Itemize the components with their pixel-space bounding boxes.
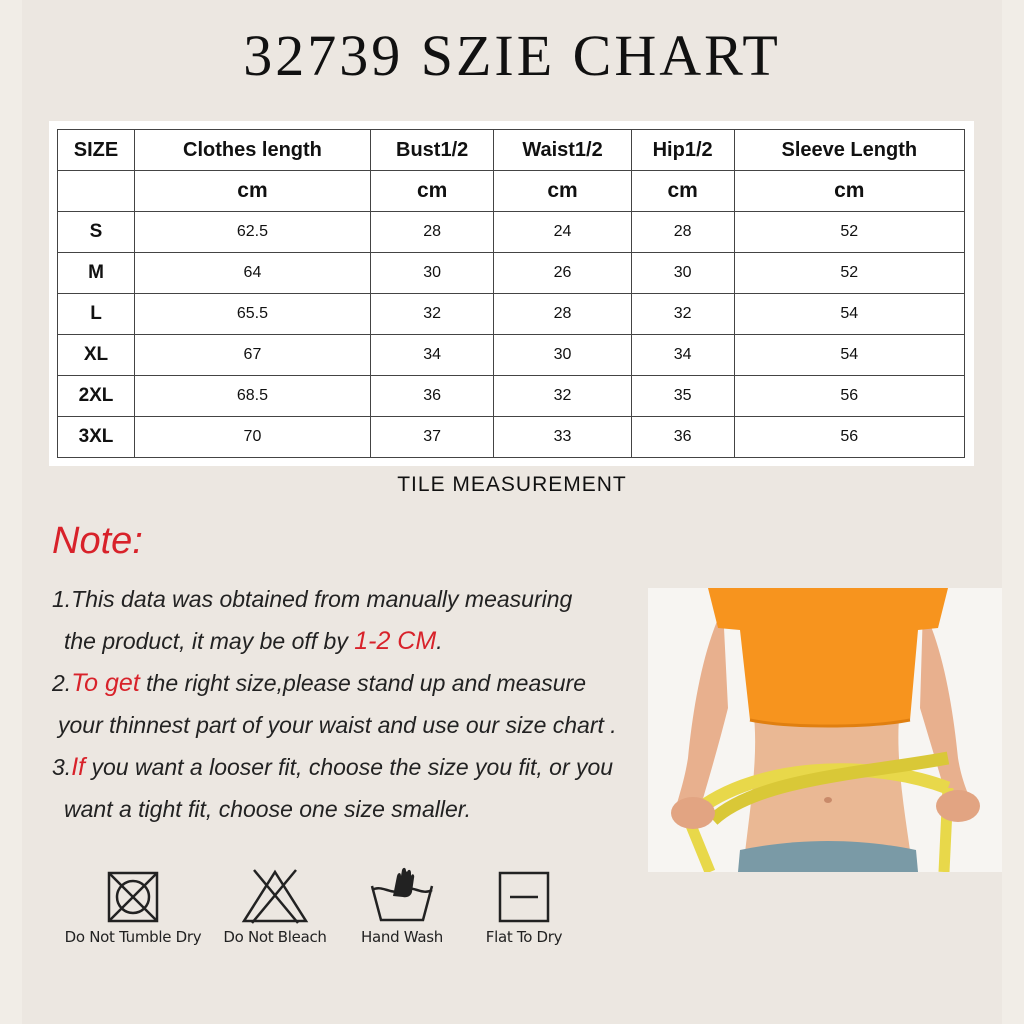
do-not-tumble-dry-icon bbox=[106, 870, 160, 924]
table-row bbox=[58, 294, 965, 335]
table-row-cell: 33 bbox=[494, 417, 631, 458]
page-title: 32739 SZIE CHART bbox=[243, 23, 781, 88]
care-flat-to-dry bbox=[449, 866, 599, 946]
table-row-cell: 30 bbox=[494, 335, 631, 376]
note-highlight: 1-2 CM bbox=[354, 627, 437, 655]
note-text: your thinnest part of your waist and use our size chart . bbox=[58, 712, 617, 738]
note-text: want a tight fit, choose one size smaller. bbox=[64, 796, 471, 822]
care-label: Hand Wash bbox=[361, 928, 443, 946]
table-row-cell: 28 bbox=[631, 212, 734, 253]
table-row-cell: 36 bbox=[370, 376, 494, 417]
care-label: Flat To Dry bbox=[485, 928, 563, 946]
note-line bbox=[52, 580, 652, 622]
table-row-cell: 67 bbox=[135, 335, 371, 376]
model-photo bbox=[648, 588, 1002, 872]
note-highlight: To get bbox=[71, 669, 140, 697]
table-row-cell: 24 bbox=[494, 212, 631, 253]
note-line bbox=[52, 790, 652, 832]
table-row-cell: 70 bbox=[135, 417, 371, 458]
table-row-cell: 36 bbox=[631, 417, 734, 458]
table-row-cell: 64 bbox=[135, 253, 371, 294]
table-row-cell: 52 bbox=[734, 212, 964, 253]
table-unit-row-cell: cm bbox=[734, 171, 964, 212]
table-row bbox=[58, 335, 965, 376]
care-do-not-tumble-dry bbox=[58, 866, 208, 946]
table-row-cell: 65.5 bbox=[135, 294, 371, 335]
note-text: the right size,please stand up and measure bbox=[139, 670, 587, 696]
care-label: Do Not Tumble Dry bbox=[64, 928, 202, 946]
table-row-cell: 26 bbox=[494, 253, 631, 294]
table-row bbox=[58, 417, 965, 458]
table-row-cell: 32 bbox=[631, 294, 734, 335]
table-row-cell: 3XL bbox=[58, 417, 135, 458]
table-row-cell: 68.5 bbox=[135, 376, 371, 417]
table-header-row-cell: Hip1/2 bbox=[631, 130, 734, 171]
table-header-row-cell: Clothes length bbox=[135, 130, 371, 171]
table-row-cell: 54 bbox=[734, 335, 964, 376]
note-highlight: If bbox=[71, 753, 86, 781]
table-row-cell: 34 bbox=[370, 335, 494, 376]
note-list bbox=[52, 580, 652, 832]
size-table bbox=[57, 129, 965, 458]
table-row-cell: 28 bbox=[370, 212, 494, 253]
care-label: Do Not Bleach bbox=[223, 928, 327, 946]
note-line bbox=[52, 706, 652, 748]
table-row-cell: 2XL bbox=[58, 376, 135, 417]
flat-to-dry-icon bbox=[497, 870, 551, 924]
table-unit-row-cell: cm bbox=[494, 171, 631, 212]
note-text: 3. bbox=[52, 754, 72, 780]
note-text: you want a looser fit, choose the size you fit, or you bbox=[85, 754, 614, 780]
table-row-cell: 32 bbox=[494, 376, 631, 417]
note-text: . bbox=[436, 628, 443, 654]
note-text: the product, it may be off by bbox=[64, 628, 355, 654]
table-row-cell: L bbox=[58, 294, 135, 335]
hand-wash-icon bbox=[367, 866, 437, 924]
table-row bbox=[58, 212, 965, 253]
table-unit-row-cell: cm bbox=[631, 171, 734, 212]
note-line bbox=[52, 664, 652, 706]
size-table-card bbox=[49, 121, 974, 466]
table-row-cell: 34 bbox=[631, 335, 734, 376]
table-unit-row-cell: cm bbox=[135, 171, 371, 212]
note-line bbox=[52, 622, 652, 664]
table-row-cell: 30 bbox=[631, 253, 734, 294]
table-row bbox=[58, 376, 965, 417]
measurement-caption: TILE MEASUREMENT bbox=[397, 473, 627, 496]
table-header-row-cell: Waist1/2 bbox=[494, 130, 631, 171]
table-unit-row-cell bbox=[58, 171, 135, 212]
table-row-cell: XL bbox=[58, 335, 135, 376]
table-row-cell: 32 bbox=[370, 294, 494, 335]
table-row-cell: S bbox=[58, 212, 135, 253]
table-header-row-cell: SIZE bbox=[58, 130, 135, 171]
table-row-cell: 62.5 bbox=[135, 212, 371, 253]
table-header-row bbox=[58, 130, 965, 171]
table-unit-row-cell: cm bbox=[370, 171, 494, 212]
table-row bbox=[58, 253, 965, 294]
table-row-cell: M bbox=[58, 253, 135, 294]
table-header-row-cell: Sleeve Length bbox=[734, 130, 964, 171]
table-unit-row bbox=[58, 171, 965, 212]
note-title: Note: bbox=[52, 520, 143, 562]
table-header-row-cell: Bust1/2 bbox=[370, 130, 494, 171]
table-row-cell: 30 bbox=[370, 253, 494, 294]
measuring-waist-illustration bbox=[648, 588, 1002, 872]
table-row-cell: 54 bbox=[734, 294, 964, 335]
table-row-cell: 35 bbox=[631, 376, 734, 417]
note-line bbox=[52, 748, 652, 790]
note-text: 1.This data was obtained from manually measuring bbox=[52, 586, 573, 612]
table-row-cell: 56 bbox=[734, 376, 964, 417]
table-row-cell: 52 bbox=[734, 253, 964, 294]
table-row-cell: 37 bbox=[370, 417, 494, 458]
note-text: 2. bbox=[52, 670, 72, 696]
table-row-cell: 56 bbox=[734, 417, 964, 458]
do-not-bleach-icon bbox=[240, 868, 310, 924]
table-row-cell: 28 bbox=[494, 294, 631, 335]
